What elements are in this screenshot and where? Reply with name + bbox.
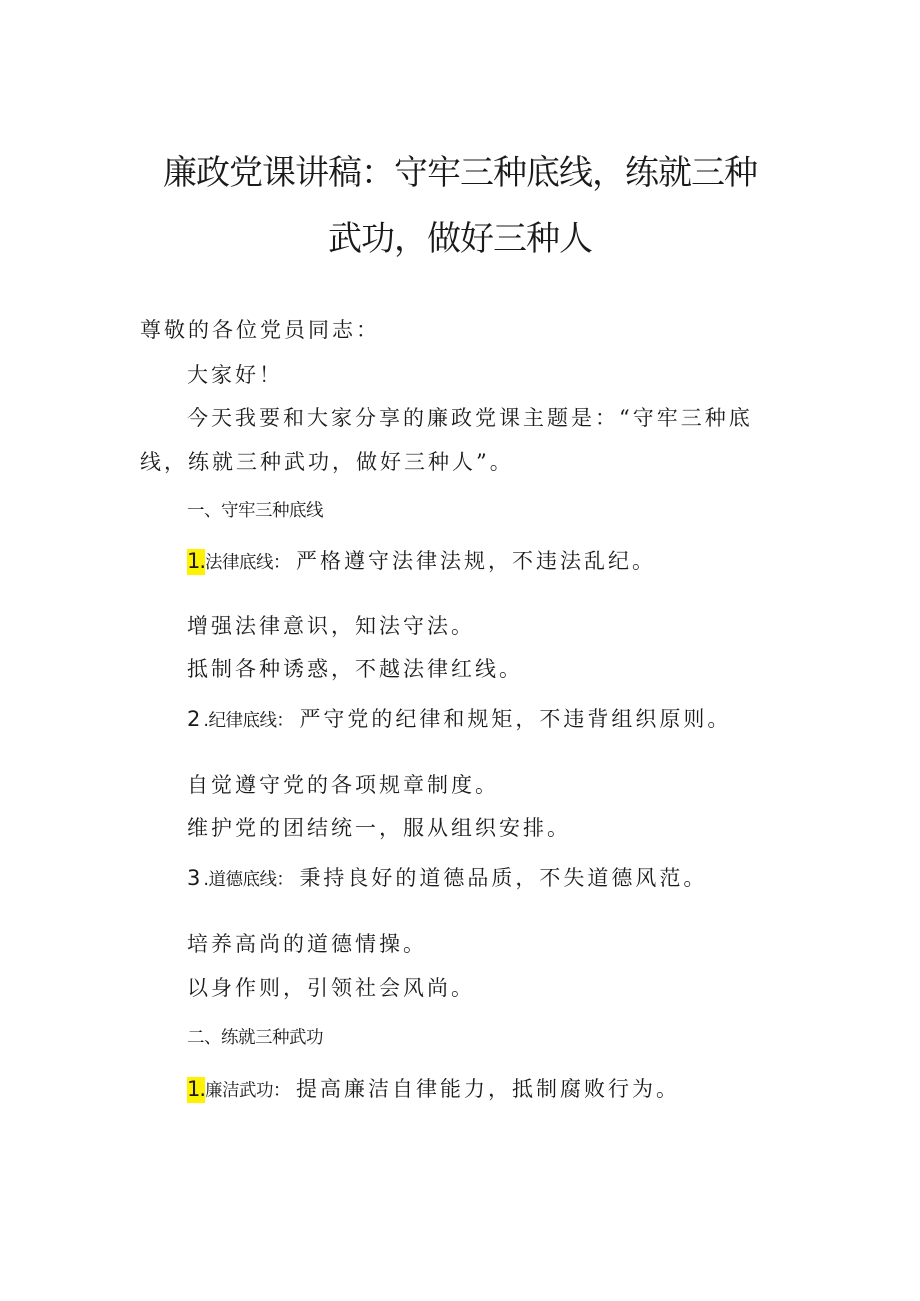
detail-line: 培养高尚的道德情操。 — [187, 932, 427, 956]
item-number: 1. — [187, 549, 206, 573]
detail-line: 增强法律意识，知法守法。 — [187, 614, 475, 638]
document-title-line-2: 武功，做好三种人 — [328, 219, 592, 259]
salutation: 尊敬的各位党员同志： — [140, 318, 380, 342]
item-text: 严格遵守法律法规，不违法乱纪。 — [296, 549, 657, 573]
section-1-item-1 — [187, 549, 656, 575]
item-label: .纪律底线： — [203, 711, 294, 731]
document-title-line-1: 廉政党课讲稿：守牢三种底线，练就三种 — [163, 153, 757, 193]
section-1-item-3 — [187, 868, 707, 890]
detail-line: 以身作则，引领社会风尚。 — [187, 976, 475, 1000]
greeting: 大家好！ — [187, 363, 283, 387]
item-number: 1. — [187, 1077, 206, 1101]
intro-line-1: 今天我要和大家分享的廉政党课主题是：“守牢三种底 — [187, 406, 753, 430]
item-text: 严守党的纪律和规矩，不违背组织原则。 — [299, 707, 732, 731]
section-1-heading: 一、守牢三种底线 — [187, 501, 323, 521]
item-label: 法律底线： — [205, 553, 291, 573]
section-2-heading: 二、练就三种武功 — [187, 1028, 323, 1048]
item-label: .道德底线： — [203, 870, 294, 890]
detail-line: 抵制各种诱惑，不越法律红线。 — [187, 657, 523, 681]
item-number: 3 — [187, 866, 200, 890]
section-1-item-2 — [187, 709, 731, 731]
item-text: 提高廉洁自律能力，抵制腐败行为。 — [296, 1077, 681, 1101]
detail-line: 自觉遵守党的各项规章制度。 — [187, 773, 499, 797]
item-number: 2 — [187, 707, 200, 731]
section-2-item-1 — [187, 1077, 680, 1103]
item-label: 廉洁武功： — [205, 1081, 291, 1101]
item-text: 秉持良好的道德品质，不失道德风范。 — [299, 866, 708, 890]
detail-line: 维护党的团结统一，服从组织安排。 — [187, 816, 571, 840]
intro-line-2: 线，练就三种武功，做好三种人”。 — [140, 450, 514, 474]
